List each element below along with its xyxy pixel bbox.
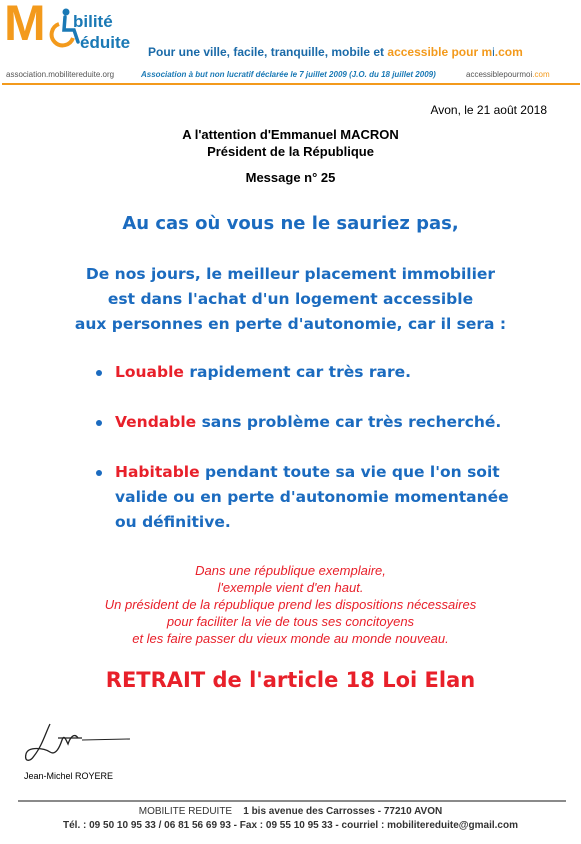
footer-street: 1 bis avenue des Carrosses - 77210 AVON [243,806,443,817]
paragraph-line: est dans l'achat d'un logement accessible [107,290,474,308]
letter-date: Avon, le 21 août 2018 [430,103,547,117]
bullet-text: pendant toute sa vie que l'on soit [199,463,500,481]
bullet-text: rapidement car très rare. [183,363,411,381]
header-divider [2,83,580,85]
quote-block [0,562,581,647]
logo-word-reduite: éduite [80,33,131,52]
logo-letter-m: M [4,0,46,51]
bullet-keyword: Habitable [115,463,200,481]
tagline-text: Pour une ville, facile, tranquille, mobile et [148,45,385,59]
bullet-text-line3: ou définitive. [115,513,231,531]
tagline-accent: accessible pour m [387,45,493,59]
bullet-keyword: Vendable [115,413,197,431]
quote-line: pour faciliter la vie de tous ses concitoyens [166,614,415,629]
tagline [148,45,523,59]
quote-line: l'exemple vient d'en haut. [217,580,364,595]
logo-word-bilite: bilité [73,12,113,31]
footer-address [0,806,581,817]
quote-line: Dans une république exemplaire, [195,563,386,578]
headline: Au cas où vous ne le sauriez pas, [122,213,459,234]
bullet-text: sans problème car très recherché. [196,413,502,431]
recipient-name: A l'attention d'Emmanuel MACRON [182,127,399,142]
list-item [96,410,575,435]
message-number: Message n° 25 [245,170,336,185]
quote-line: Un président de la république prend les dispositions nécessaires [104,597,477,612]
paragraph-line: De nos jours, le meilleur placement immobilier [85,265,496,283]
intro-paragraph [0,262,581,337]
retrait-heading: RETRAIT de l'article 18 Loi Elan [105,668,476,692]
bullet-keyword: Louable [115,363,184,381]
signature-image [20,718,140,770]
bullet-icon [96,470,102,476]
declaration-text: Association à but non lucratif déclarée le 7 juillet 2009 (J.O. du 18 juillet 2009) [141,70,436,79]
paragraph-line: aux personnes en perte d'autonomie, car il sera : [74,315,507,333]
bullet-icon [96,420,102,426]
footer-org: MOBILITE REDUITE [138,806,233,817]
logo [4,0,152,66]
wheelchair-icon [46,8,80,48]
signer-name: Jean-Michel ROYERE [24,771,114,781]
bullet-icon [96,370,102,376]
bullet-text-line2: valide ou en perte d'autonomie momentanée [115,488,509,506]
website2-name: accessiblepourmoi [466,70,533,79]
recipient-title: Président de la République [207,144,374,159]
list-item [96,360,575,385]
list-item [96,460,575,535]
tagline-domain-pre: i [492,45,495,59]
quote-line: et les faire passer du vieux monde au monde nouveau. [132,631,449,646]
website2-link[interactable] [466,70,550,79]
footer-divider [18,800,566,802]
footer-contacts: Tél. : 09 50 10 95 33 / 06 81 56 69 93 - Fax : 09 55 10 95 33 - courriel : mobilitereduite@gmail.com [63,820,518,831]
website2-com: .com [532,70,550,79]
website-link[interactable]: association.mobilitereduite.org [6,70,115,79]
tagline-domain: .com [494,45,523,59]
